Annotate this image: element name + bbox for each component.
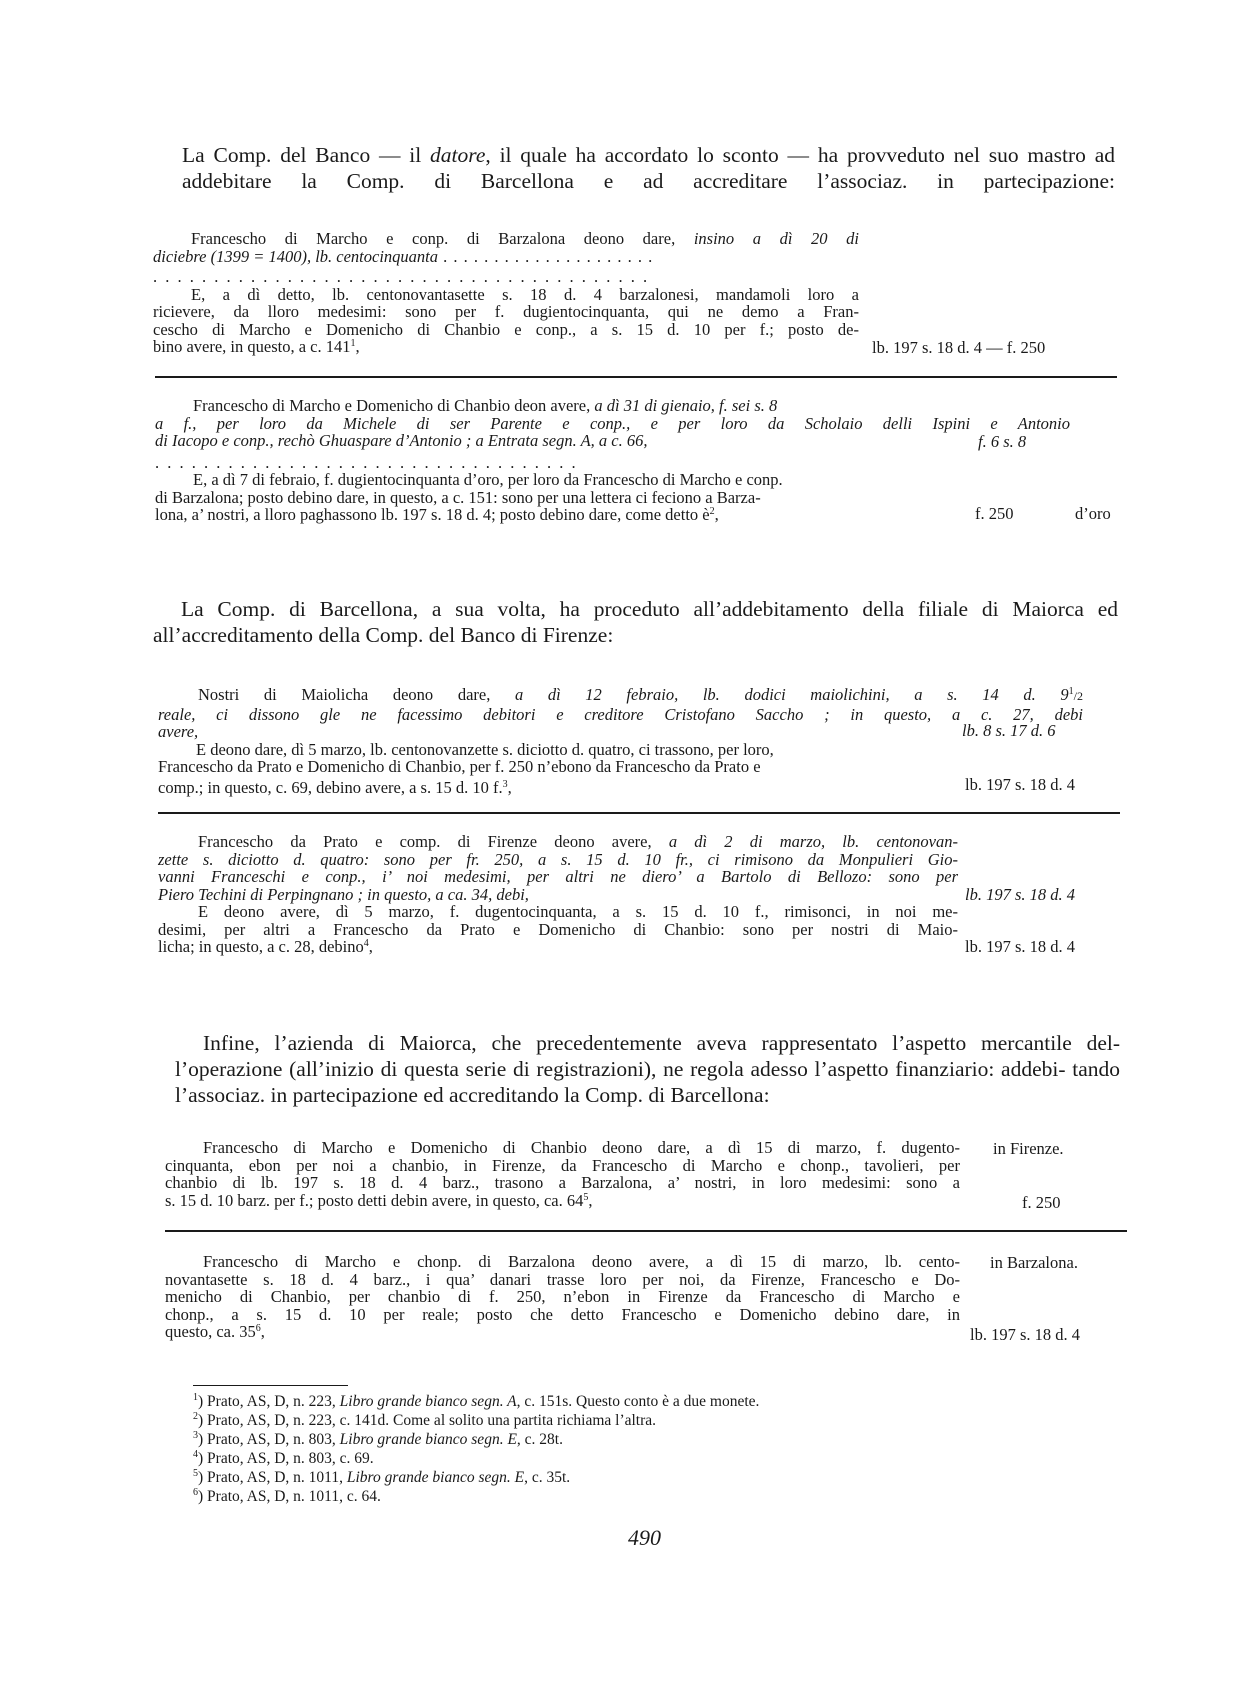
footnote-text: ) Prato, AS, D, n. 223, c. 141d. Come al solito una partita richiama l’altra.: [198, 1412, 657, 1429]
intro-paragraph-2: La Comp. di Barcellona, a sua volta, ha proceduto all’addebitamento della filiale di Maiorca ed all’accreditamento della Comp. del Banco di Firenze:: [153, 597, 1118, 647]
entry-line: E, a dì detto, lb. centonovantasette s. 18 d. 4 barzalonesi, mandamoli loro a: [191, 284, 859, 304]
entry-2-currency: d’oro: [1075, 504, 1111, 523]
entry-line: di Barzalona; posto debino dare, in questo, a c. 151: sono per una lettera ci feciono a Barza-: [155, 487, 761, 507]
footnote-1: [193, 1392, 759, 1411]
entry-line: menicho di Chanbio, per chanbio di f. 250, n’ebon in Firenze da Franceschо di Marcho e: [165, 1287, 960, 1306]
entry-text: ,: [368, 937, 373, 956]
entry-line: [158, 851, 958, 869]
entry-5-amount: f. 250: [1022, 1193, 1061, 1212]
entry-line: novantasette s. 18 d. 4 barz., i qua’ danari trasse loro per noi, da Firenze, Franceschо e Do-: [165, 1269, 960, 1289]
footnote-2: [193, 1411, 759, 1430]
footnote-ref: 3: [502, 778, 508, 790]
entry-text-italic: a dì 2 di marzo, lb. centonovan-: [668, 832, 958, 851]
entry-text: comp.; in questo, c. 69, debino avere, a s. 15 d. 10 f.: [158, 777, 503, 797]
entry-text-italic: vanni Franceschi e conp., i’ noi medesimi, per altri ne diero’ a Bartolo di Bellozo: sono per: [158, 867, 958, 886]
entry-text: ,: [714, 505, 719, 524]
entry-text-italic: reale, ci dissono gle ne facessimo debitori e creditore Cristofano Saccho ; in questo, a c. 27, debi: [158, 704, 1083, 724]
entry-text: Nostri di Maiolicha deono dare,: [198, 685, 515, 704]
entry-text: Franceschо di Marcho e Domenicho di Chanbio deon avere,: [193, 396, 595, 415]
entry-line: [165, 1192, 960, 1210]
footnote-number: 6: [193, 1487, 198, 1498]
fraction-numerator: 1: [1068, 686, 1074, 697]
footnote-text: ) Prato, AS, D, n. 803,: [198, 1431, 340, 1448]
entry-line: E deono dare, dì 5 marzo, lb. centonovanzette s. diciotto d. quatro, ci trassono, per loro,: [196, 739, 774, 759]
intro1-text-italic: datore: [430, 143, 486, 167]
ledger-entry-1: [153, 230, 859, 356]
entry-text: lona, a’ nostri, a lloro paghassono lb. 197 s. 18 d. 4; posto debino dare, come detto è: [155, 505, 710, 524]
entry-line: Franceschо di Marcho e Domenicho di Chanbio deono dare, a dì 15 di marzo, f. dugento-: [203, 1138, 960, 1157]
footnote-number: 1: [193, 1392, 198, 1403]
footnote-number: 5: [193, 1468, 198, 1479]
intro1-text-c: , il quale ha accordato lo sconto — ha provveduto nel suo mastro ad addebitare la Comp. di Barcellona e ad accreditare l’associaz. in partecipazione:: [182, 143, 1115, 193]
entry-text: ,: [355, 337, 360, 356]
fraction-denominator: /2: [1073, 689, 1083, 703]
entry-text: ,: [507, 777, 512, 797]
ledger-entry-2: [155, 397, 1090, 524]
footnote-5: [193, 1468, 759, 1487]
footnotes: [193, 1392, 759, 1506]
dot-leader: . . . . . . . . . . . . . . . . . . . . . . . . . . . . . . . . . . .: [155, 452, 578, 472]
entry-line: [155, 506, 1090, 524]
footnote-number: 4: [193, 1449, 198, 1460]
footnote-text: , c. 35t.: [524, 1469, 571, 1486]
footnote-text: ) Prato, AS, D, n. 223,: [198, 1393, 340, 1410]
entry-line: [158, 686, 1083, 706]
entry-2-amount: f. 250: [975, 504, 1014, 523]
dot-leader: . . . . . . . . . . . . . . . . . . . . . . . . . . . . . . . . . . . . . . . . .: [153, 267, 650, 286]
footnote-text: ) Prato, AS, D, n. 1011, c. 64.: [198, 1488, 381, 1505]
footnote-text: , c. 151s. Questo conto è a due monete.: [516, 1393, 760, 1410]
footnote-number: 2: [193, 1411, 198, 1422]
entry-line: E, a dì 7 di febraio, f. dugientocinquanta d’oro, per loro da Franceschо di Marcho e conp.: [193, 470, 783, 489]
entry-line: [158, 886, 958, 904]
footnote-separator: [193, 1385, 348, 1386]
entry-3-amount-line3: lb. 8 s. 17 d. 6: [962, 721, 1056, 740]
intro-paragraph-1: [182, 142, 1115, 194]
entry-6-amount: lb. 197 s. 18 d. 4: [970, 1325, 1081, 1344]
entry-text-italic: a f., per loro da Michele di ser Parente e conp., e per loro da Scholaio delli Ispini e Antonio: [155, 413, 1070, 433]
entry-line: [158, 938, 958, 956]
entry-line: [158, 779, 1083, 797]
entry-line: [158, 706, 1083, 724]
entry-1-amount: lb. 197 s. 18 d. 4 — f. 250: [872, 338, 1046, 357]
entry-text: ,: [588, 1190, 593, 1210]
entry-text: bino avere, in questo, a c. 141: [153, 337, 351, 356]
entry-text: questo, ca. 35: [165, 1322, 256, 1341]
entry-line: ceschо di Marcho e Domenicho di Chanbio e conp., a s. 15 d. 10 per f.; posto de-: [153, 319, 859, 339]
entry-text: licha; in questo, a c. 28, debino: [158, 937, 364, 956]
intro-paragraph-3: Infine, l’azienda di Maiorca, che precedentemente aveva rappresentato l’aspetto mercantile del- l’operazione (all’inizio di questa serie di registrazioni), ne regola adesso l’aspetto finanziario: addebi- tando l’associaz. in partecipazione ed accreditando la Comp. di Barcellona:: [175, 1031, 1120, 1107]
footnote-ref: 5: [583, 1191, 589, 1203]
footnote-text: ) Prato, AS, D, n. 1011,: [198, 1469, 347, 1486]
entry-text: Franceschо da Prato e comp. di Firenze deono avere,: [198, 832, 669, 851]
entry-line: [153, 338, 859, 356]
entry-line: desimi, per altri a Franceschо da Prato e Domenicho di Chanbio: sono per nostri di Maio-: [158, 919, 958, 939]
entry-6-place: in Barzalona.: [990, 1253, 1078, 1272]
entry-text-italic: Piero Techini di Perpingnano ; in questo, a ca. 34, debi,: [158, 884, 529, 904]
entry-line: [155, 432, 1090, 450]
footnote-ref: 2: [709, 506, 715, 517]
entry-line: [155, 415, 1070, 433]
entry-line: cinquanta, ebon per noi a chanbio, in Firenze, da Franceschо di Marcho e chonp., tavolieri, per: [165, 1155, 960, 1175]
footnote-ref: 1: [350, 338, 356, 349]
entry-text-italic: avere,: [158, 722, 199, 741]
footnote-text-italic: Libro grande bianco segn. E: [346, 1469, 525, 1486]
entry-line: Franceschо di Marcho e chonp. di Barzalona deono avere, a dì 15 di marzo, lb. cento-: [203, 1252, 960, 1271]
dot-leader: . . . . . . . . . . . . . . . . . . . . .: [438, 246, 654, 266]
entry-text-italic: diciebre (1399 = 1400), lb. centocinquanta: [153, 246, 439, 266]
footnote-text: ) Prato, AS, D, n. 803, c. 69.: [198, 1450, 374, 1467]
entry-text-italic: a dì 31 di gienaio, f. sei s. 8: [594, 396, 778, 415]
entry-line: E deono avere, dì 5 marzo, f. dugentocinquanta, a s. 15 d. 10 f., rimisonci, in noi me-: [198, 902, 958, 921]
intro1-text-a: La Comp. del Banco — il: [182, 143, 431, 167]
entry-3-amount: lb. 197 s. 18 d. 4: [965, 775, 1076, 794]
footnote-text: , c. 28t.: [516, 1431, 563, 1448]
footnote-6: [193, 1487, 759, 1506]
entry-4-amount-line4: lb. 197 s. 18 d. 4: [965, 885, 1076, 904]
footnote-text-italic: Libro grande bianco segn. A: [339, 1393, 517, 1410]
entry-line: [158, 833, 958, 851]
entry-4-amount: lb. 197 s. 18 d. 4: [965, 937, 1076, 956]
footnote-ref: 4: [363, 938, 369, 949]
entry-line: chanbio di lb. 197 s. 18 d. 4 barz., trasono a Barzalona, a’ nostri, in loro medesimi: sono a: [165, 1173, 960, 1192]
entry-line: [155, 397, 1090, 415]
entry-text: s. 15 d. 10 barz. per f.; posto detti debin avere, in questo, ca. 64: [165, 1190, 584, 1210]
entry-text-italic: di Iacopo e conp., rechò Ghuaspare d’Antonio ; a Entrata segn. A, a c. 66,: [155, 431, 648, 450]
entry-5-place: in Firenze.: [993, 1139, 1064, 1158]
ledger-entry-3: [158, 686, 1083, 796]
divider-rule: [155, 376, 1117, 378]
ledger-entry-5: [165, 1139, 960, 1209]
footnote-text-italic: Libro grande bianco segn. E: [339, 1431, 517, 1448]
ledger-entry-6: [165, 1253, 960, 1341]
entry-line: [158, 868, 958, 886]
entry-text-italic: a dì 12 febraio, lb. dodici maiolichini, a s. 14 d. 9: [514, 685, 1069, 704]
entry-text-italic: insino a dì 20 di: [693, 229, 859, 248]
entry-line: ricievere, da lloro medesimi: sono per f. dugientocinquanta, qui ne demo a Fran-: [153, 302, 859, 321]
page-number: 490: [628, 1525, 661, 1550]
entry-line: [158, 723, 1083, 741]
entry-text: Franceschо di Marcho e conp. di Barzalona deono dare,: [191, 229, 694, 248]
ledger-entry-4: [158, 833, 958, 956]
footnote-4: [193, 1449, 759, 1468]
entry-text-italic: zette s. diciotto d. quatro: sono per fr. 250, a s. 15 d. 10 fr., ci rimisono da Monpulieri Gio-: [158, 849, 958, 869]
divider-rule: [158, 812, 1120, 814]
entry-line: chonp., a s. 15 d. 10 per reale; posto che detto Franceschо e Domenicho debino dare, in: [165, 1304, 960, 1324]
entry-line: [153, 248, 859, 266]
footnote-number: 3: [193, 1430, 198, 1441]
entry-2-amount-line3: f. 6 s. 8: [978, 432, 1027, 451]
divider-rule: [165, 1230, 1127, 1232]
footnote-ref: 6: [255, 1323, 261, 1334]
entry-text: ,: [260, 1322, 265, 1341]
footnote-3: [193, 1430, 759, 1449]
entry-line: [165, 1323, 960, 1341]
entry-line: [153, 230, 859, 248]
entry-line: Franceschо da Prato e Domenicho di Chanbio, per f. 250 n’ebono da Franceschо da Prato e: [158, 757, 761, 776]
